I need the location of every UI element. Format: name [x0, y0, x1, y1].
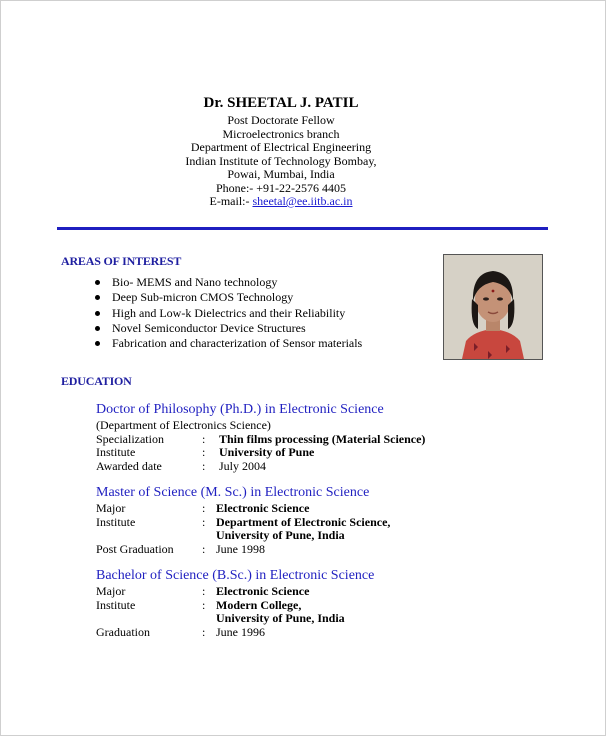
detail-colon: :: [202, 584, 206, 598]
detail-label: Graduation: [96, 624, 150, 639]
email-line: [0, 195, 562, 209]
detail-colon: :: [202, 597, 206, 612]
header-divider: [57, 227, 548, 230]
education-msc: [96, 485, 390, 556]
header-line: Indian Institute of Technology Bombay,: [185, 153, 377, 168]
phone-line: Phone:- +91-22-2576 4405: [215, 180, 347, 195]
detail-label: Awarded date: [96, 458, 162, 473]
detail-row: [96, 433, 425, 447]
resume-header: [0, 94, 562, 209]
list-item: Bio- MEMS and Nano technology: [95, 275, 362, 290]
detail-label: Major: [96, 584, 126, 598]
detail-label-spacer: [96, 529, 202, 543]
detail-row: [96, 543, 390, 557]
detail-value: University of Pune, India: [216, 611, 345, 626]
degree-title: Master of Science (M. Sc.) in Electronic Science: [96, 485, 370, 500]
detail-value: July 2004: [219, 458, 267, 473]
detail-row: [96, 446, 425, 460]
detail-label: Specialization: [96, 431, 164, 446]
detail-colon: :: [202, 445, 206, 460]
degree-department: (Department of Electronics Science): [96, 418, 271, 432]
header-line: Microelectronics branch: [222, 126, 340, 141]
education-phd: [96, 402, 425, 473]
interest-list: [95, 275, 362, 351]
list-item: Fabrication and characterization of Sensor materials: [95, 336, 362, 351]
header-line: Post Doctorate Fellow: [227, 113, 335, 127]
section-title-education: EDUCATION: [61, 374, 132, 388]
detail-value: June 1996: [216, 624, 265, 639]
detail-row: [96, 585, 374, 599]
detail-row: [96, 529, 390, 543]
profile-photo: [443, 254, 543, 360]
list-item: Deep Sub-micron CMOS Technology: [95, 290, 362, 305]
detail-label-spacer: [96, 612, 202, 626]
detail-colon-spacer: [202, 612, 214, 626]
detail-value: Department of Electronic Science,: [216, 514, 391, 529]
list-item: High and Low-k Dielectrics and their Reliability: [95, 306, 362, 321]
detail-colon: :: [202, 624, 206, 639]
header-line: Powai, Mumbai, India: [227, 167, 335, 181]
detail-colon: :: [202, 458, 206, 473]
email-label: E-mail:-: [209, 194, 253, 208]
detail-colon: :: [202, 541, 206, 556]
detail-value: June 1998: [216, 541, 265, 556]
degree-title: Doctor of Philosophy (Ph.D.) in Electronic Science: [96, 402, 384, 417]
education-bsc: [96, 568, 374, 639]
header-line: Department of Electrical Engineering: [190, 140, 372, 154]
detail-value: Electronic Science: [216, 584, 310, 598]
portrait-image: [444, 255, 542, 359]
detail-row: [96, 460, 425, 474]
detail-label: Institute: [96, 514, 136, 529]
detail-value: Thin films processing (Material Science): [219, 431, 426, 446]
detail-value: University of Pune, India: [216, 528, 345, 543]
degree-title: Bachelor of Science (B.Sc.) in Electronic Science: [96, 568, 375, 583]
detail-label: Post Graduation: [96, 541, 174, 556]
detail-label: Major: [96, 501, 126, 515]
detail-row: [96, 516, 390, 530]
detail-label: Institute: [96, 597, 136, 612]
detail-colon-spacer: [202, 529, 214, 543]
detail-value: University of Pune: [219, 445, 315, 460]
list-item: Novel Semiconductor Device Structures: [95, 321, 362, 336]
detail-colon: :: [202, 431, 206, 446]
detail-colon: :: [202, 514, 206, 529]
detail-row: [96, 599, 374, 613]
detail-label: Institute: [96, 445, 136, 460]
email-link[interactable]: sheetal@ee.iitb.ac.in: [252, 194, 353, 208]
detail-value: Electronic Science: [216, 501, 310, 515]
section-title-interests: AREAS OF INTEREST: [61, 254, 182, 268]
detail-row: [96, 626, 374, 640]
detail-row: [96, 502, 390, 516]
detail-value: Modern College,: [216, 597, 302, 612]
detail-row: [96, 612, 374, 626]
candidate-name: Dr. SHEETAL J. PATIL: [203, 95, 359, 111]
detail-colon: :: [202, 501, 206, 515]
